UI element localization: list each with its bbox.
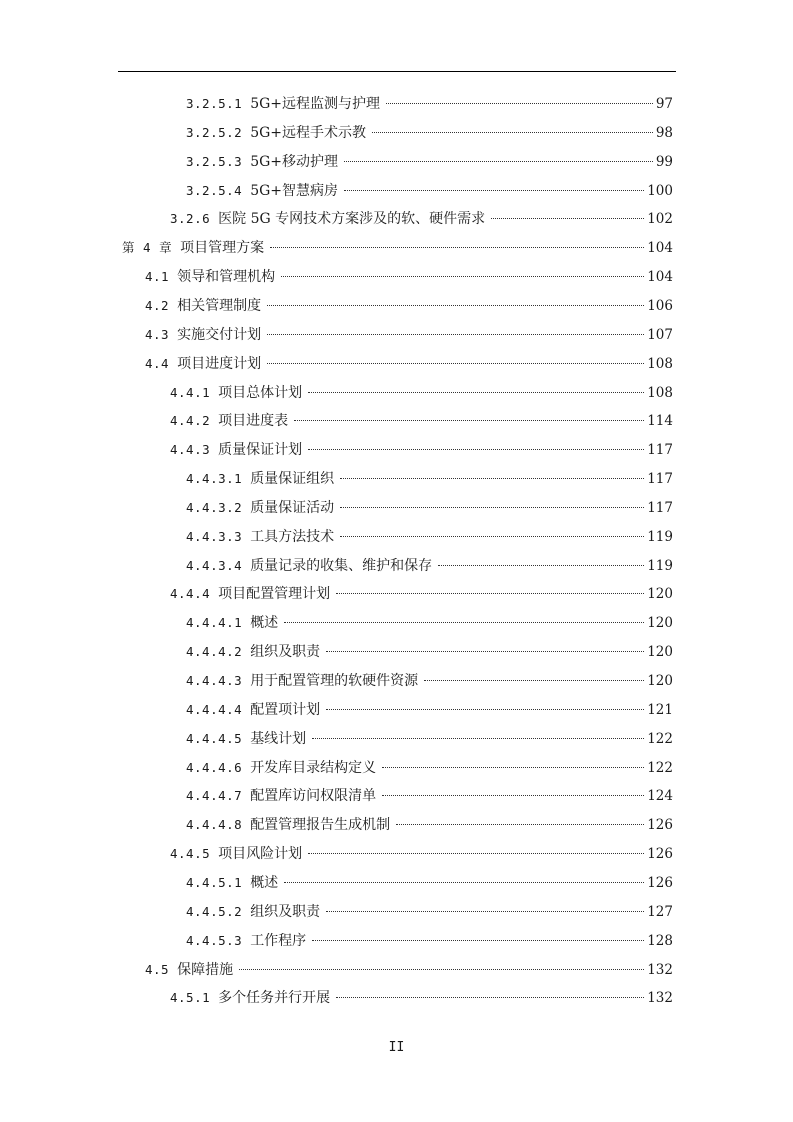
toc-dot-leader	[336, 997, 644, 998]
toc-dot-leader	[382, 795, 644, 796]
toc-dot-leader	[344, 190, 644, 191]
toc-entry-page-number: 107	[647, 326, 673, 343]
toc-entry-page-number: 117	[647, 442, 673, 459]
toc-entry[interactable]	[186, 92, 673, 116]
toc-entry[interactable]	[122, 236, 673, 260]
toc-entry[interactable]	[145, 294, 673, 318]
toc-entry[interactable]	[170, 381, 673, 405]
toc-entry[interactable]	[186, 727, 673, 751]
toc-entry-number: 4.4.4.8	[186, 817, 243, 833]
toc-entry-page-number: 120	[647, 673, 673, 689]
toc-entry-page-number: 132	[647, 990, 673, 1007]
toc-entry-page-number: 114	[647, 413, 673, 430]
toc-entry-number: 3.2.5.3	[186, 153, 243, 169]
toc-dot-leader	[372, 132, 653, 133]
toc-entry-number: 4.4.4.7	[186, 788, 243, 804]
toc-entry[interactable]	[186, 496, 673, 520]
toc-entry-page-number: 104	[647, 240, 673, 257]
toc-dot-leader	[382, 767, 644, 768]
toc-entry[interactable]	[170, 207, 673, 231]
toc-entry-page-number: 100	[647, 182, 673, 199]
toc-entry-page-number: 122	[647, 730, 673, 747]
toc-entry-number: 4.4.3	[170, 442, 211, 458]
toc-entry-number: 3.2.5.2	[186, 124, 243, 140]
toc-entry-number: 4.4.5.1	[186, 874, 243, 890]
toc-entry-number: 第 4 章	[122, 240, 173, 256]
toc-dot-leader	[340, 536, 644, 537]
toc-entry[interactable]	[145, 323, 673, 347]
toc-entry-number: 4.3	[145, 326, 170, 342]
toc-entry-number: 4.1	[145, 269, 170, 285]
toc-entry-number: 4.5.1	[170, 990, 211, 1006]
toc-entry-title: 组织及职责	[250, 903, 321, 920]
toc-entry-number: 4.4.4	[170, 586, 211, 602]
toc-entry-number: 4.4.4.5	[186, 730, 243, 746]
toc-entry-number: 4.4.3.4	[186, 557, 243, 573]
toc-entry[interactable]	[186, 784, 673, 808]
toc-dot-leader	[336, 593, 644, 594]
toc-entry-page-number: 117	[647, 499, 673, 516]
toc-entry-number: 4.4.4.4	[186, 701, 243, 717]
toc-entry-number: 4.4.3.2	[186, 499, 243, 515]
toc-entry-page-number: 99	[655, 153, 673, 170]
toc-entry-title: 实施交付计划	[177, 326, 262, 343]
toc-dot-leader	[424, 680, 644, 681]
toc-entry-page-number: 98	[655, 124, 673, 141]
toc-dot-leader	[284, 622, 644, 623]
toc-dot-leader	[284, 882, 644, 883]
toc-entry-title: 项目风险计划	[218, 846, 303, 863]
toc-dot-leader	[312, 940, 644, 941]
toc-entry-number: 4.5	[145, 961, 170, 977]
toc-entry-number: 3.2.5.1	[186, 96, 243, 111]
toc-dot-leader	[281, 276, 644, 277]
toc-entry-title: 工作程序	[250, 932, 307, 949]
toc-entry-title: 概述	[250, 874, 279, 891]
toc-entry-number: 4.4.2	[170, 413, 211, 429]
toc-dot-leader	[326, 911, 644, 912]
toc-entry-page-number: 117	[647, 471, 673, 488]
toc-entry-number: 4.4.1	[170, 384, 211, 400]
toc-entry-title: 开发库目录结构定义	[250, 759, 377, 776]
toc-entry-page-number: 119	[647, 528, 673, 545]
toc-entry[interactable]	[145, 265, 673, 289]
toc-entry[interactable]	[186, 669, 673, 693]
toc-entry-page-number: 126	[647, 874, 673, 891]
toc-dot-leader	[308, 449, 644, 450]
toc-entry-title: 用于配置管理的软硬件资源	[250, 673, 419, 689]
toc-entry-title: 配置库访问权限清单	[250, 788, 377, 805]
header-rule	[118, 71, 676, 72]
toc-entry-title: 配置项计划	[250, 701, 321, 718]
toc-entry-title: 项目进度表	[218, 413, 289, 430]
toc-dot-leader	[267, 305, 644, 306]
toc-entry-page-number: 126	[647, 817, 673, 834]
toc-entry-number: 4.4.4.2	[186, 644, 243, 660]
toc-entry[interactable]	[186, 611, 673, 635]
toc-entry-title: 项目总体计划	[218, 384, 303, 401]
toc-entry[interactable]	[170, 842, 673, 866]
toc-entry-title: 质量保证计划	[218, 442, 303, 459]
toc-entry[interactable]	[186, 121, 673, 145]
toc-entry-page-number: 102	[647, 211, 673, 228]
toc-entry-title: 项目配置管理计划	[218, 586, 331, 603]
toc-entry-title: 5G+远程监测与护理	[250, 96, 381, 112]
footer-page-number: II	[388, 1040, 405, 1055]
toc-entry[interactable]	[170, 582, 673, 606]
toc-dot-leader	[491, 218, 644, 219]
toc-entry-page-number: 124	[647, 788, 673, 805]
toc-entry-number: 3.2.5.4	[186, 182, 243, 198]
toc-entry-title: 项目管理方案	[180, 240, 265, 257]
toc-entry[interactable]	[186, 467, 673, 491]
toc-dot-leader	[344, 161, 653, 162]
toc-entry-page-number: 106	[647, 297, 673, 314]
toc-dot-leader	[267, 334, 644, 335]
toc-entry[interactable]	[186, 179, 673, 203]
toc-entry[interactable]	[186, 525, 673, 549]
toc-entry-page-number: 128	[647, 932, 673, 949]
toc-dot-leader	[308, 853, 644, 854]
toc-entry-number: 4.4.5.2	[186, 903, 243, 919]
toc-entry-title: 概述	[250, 615, 279, 632]
toc-entry-number: 4.2	[145, 297, 170, 313]
toc-entry[interactable]	[186, 756, 673, 780]
toc-entry-title: 领导和管理机构	[177, 269, 276, 286]
toc-entry-title: 保障措施	[177, 961, 234, 978]
toc-dot-leader	[326, 651, 644, 652]
toc-entry-number: 4.4.4.3	[186, 673, 243, 688]
toc-dot-leader	[340, 478, 644, 479]
toc-entry-title: 多个任务并行开展	[218, 990, 331, 1007]
toc-entry-page-number: 120	[647, 586, 673, 603]
toc-entry-title: 5G+远程手术示教	[250, 124, 367, 141]
toc-entry[interactable]	[170, 986, 673, 1010]
toc-dot-leader	[267, 363, 644, 364]
toc-entry-title: 相关管理制度	[177, 297, 262, 314]
toc-dot-leader	[438, 565, 644, 566]
toc-entry-number: 4.4.5	[170, 846, 211, 862]
toc-entry-title: 质量保证组织	[250, 471, 335, 488]
toc-entry-page-number: 120	[647, 615, 673, 632]
toc-dot-leader	[326, 709, 644, 710]
toc-entry-number: 4.4.3.1	[186, 471, 243, 487]
toc-entry-page-number: 108	[647, 384, 673, 401]
toc-entry-title: 配置管理报告生成机制	[250, 817, 391, 834]
toc-dot-leader	[294, 420, 644, 421]
toc-entry-title: 基线计划	[250, 730, 307, 747]
toc-entry-page-number: 108	[647, 355, 673, 372]
toc-entry-number: 4.4.4.6	[186, 759, 243, 775]
toc-entry-page-number: 119	[647, 557, 673, 574]
toc-entry[interactable]	[186, 871, 673, 895]
toc-entry-number: 4.4	[145, 355, 170, 371]
toc-entry-title: 5G+智慧病房	[250, 182, 339, 199]
toc-entry[interactable]	[186, 150, 673, 174]
toc-dot-leader	[386, 103, 653, 104]
toc-entry[interactable]	[186, 900, 673, 924]
toc-entry-title: 5G+移动护理	[250, 153, 339, 170]
toc-dot-leader	[396, 824, 644, 825]
toc-entry-number: 4.4.4.1	[186, 615, 243, 631]
toc-entry-page-number: 104	[647, 269, 673, 286]
toc-entry-title: 质量保证活动	[250, 499, 335, 516]
toc-entry-page-number: 97	[655, 96, 673, 112]
toc-entry-number: 4.4.5.3	[186, 932, 243, 948]
toc-entry[interactable]	[186, 929, 673, 953]
toc-entry[interactable]	[170, 438, 673, 462]
toc-entry[interactable]	[145, 958, 673, 982]
toc-entry-title: 组织及职责	[250, 644, 321, 661]
toc-entry-page-number: 132	[647, 961, 673, 978]
toc-dot-leader	[270, 247, 644, 248]
toc-entry-page-number: 121	[647, 701, 673, 718]
toc-entry-number: 3.2.6	[170, 211, 211, 227]
toc-entry[interactable]	[186, 698, 673, 722]
toc-entry-title: 质量记录的收集、维护和保存	[250, 557, 433, 574]
toc-entry-title: 工具方法技术	[250, 528, 335, 545]
toc-entry-page-number: 126	[647, 846, 673, 863]
toc-entry[interactable]	[145, 352, 673, 376]
toc-entry[interactable]	[170, 409, 673, 433]
toc-entry-page-number: 127	[647, 903, 673, 920]
toc-entry-title: 项目进度计划	[177, 355, 262, 372]
toc-entry-page-number: 120	[647, 644, 673, 661]
toc-entry[interactable]	[186, 640, 673, 664]
toc-dot-leader	[239, 969, 644, 970]
toc-entry[interactable]	[186, 813, 673, 837]
toc-dot-leader	[308, 392, 644, 393]
toc-entry-number: 4.4.3.3	[186, 528, 243, 544]
toc-entry-page-number: 122	[647, 759, 673, 776]
toc-dot-leader	[340, 507, 644, 508]
toc-dot-leader	[312, 738, 644, 739]
toc-entry[interactable]	[186, 554, 673, 578]
toc-entry-title: 医院 5G 专网技术方案涉及的软、硬件需求	[218, 211, 486, 228]
